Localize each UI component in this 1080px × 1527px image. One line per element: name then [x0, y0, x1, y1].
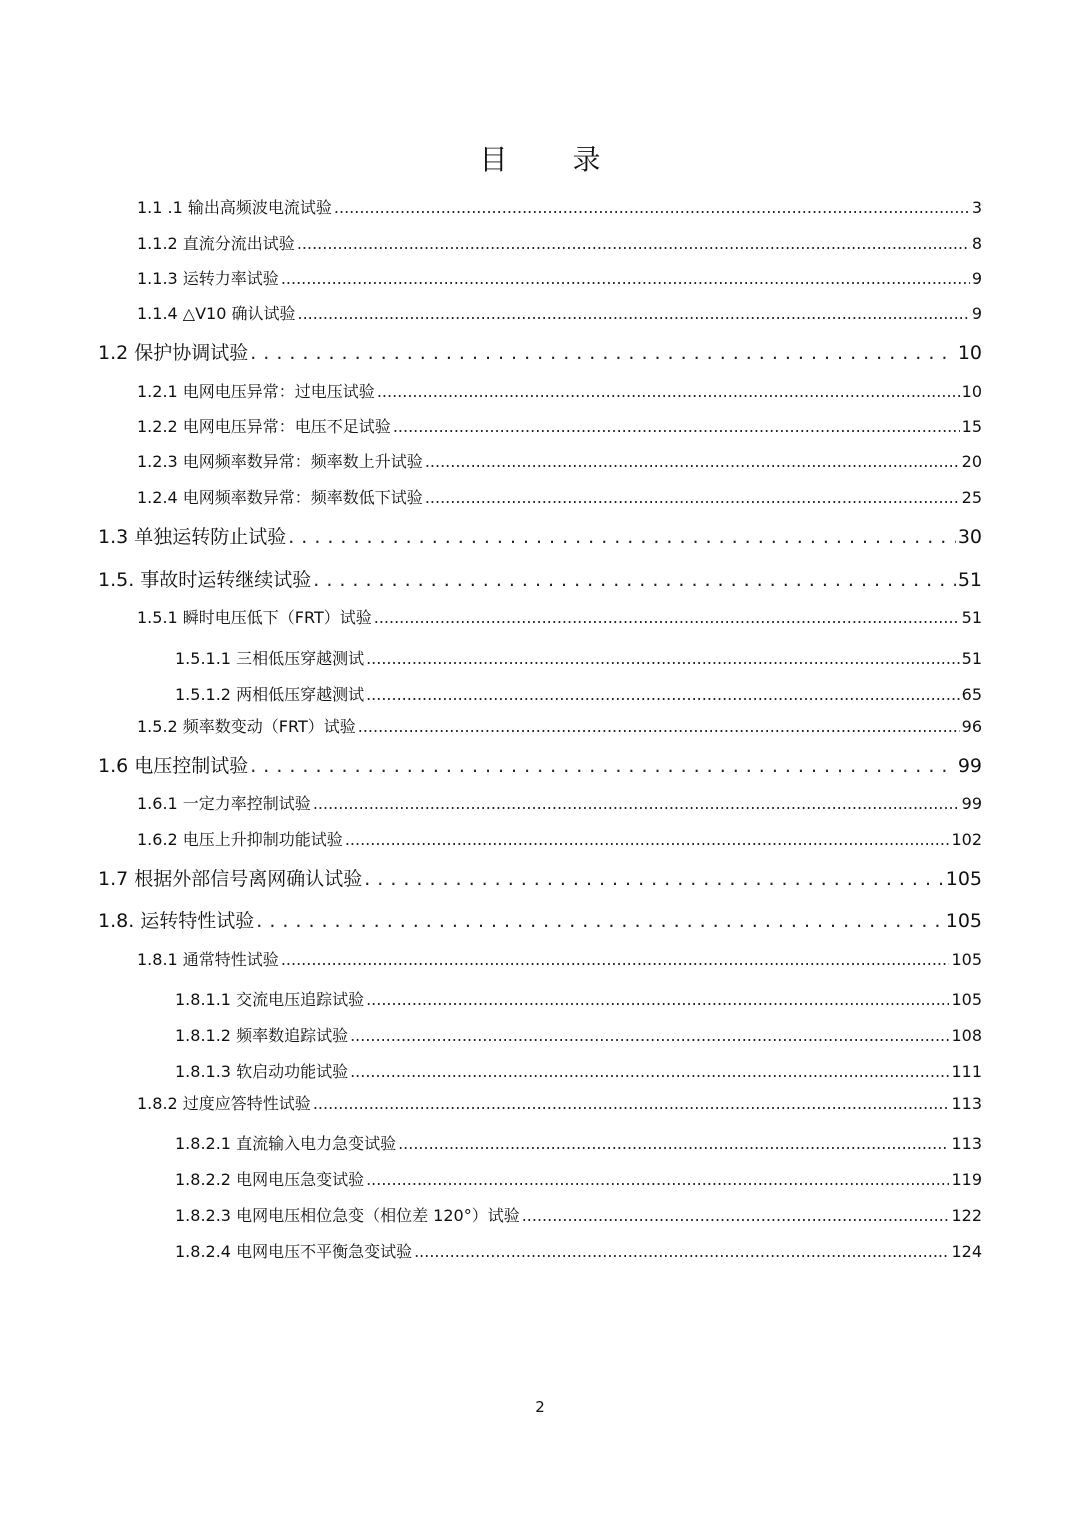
leader-dots	[250, 342, 956, 364]
toc-entry-label: 1.1 .1 输出高频波电流试验	[137, 198, 332, 217]
toc-entry[interactable]	[137, 1091, 982, 1114]
leader-dots	[366, 990, 949, 1009]
toc-title: 目 录	[479, 143, 629, 176]
toc-entry-page: 99	[957, 755, 982, 777]
toc-entry-label: 1.2.3 电网频率数异常：频率数上升试验	[137, 452, 423, 471]
leader-dots	[345, 830, 950, 849]
toc-entry-label: 1.6.2 电压上升抑制功能试验	[137, 830, 343, 849]
toc-entry[interactable]	[137, 266, 982, 289]
toc-entry-page: 25	[961, 488, 982, 507]
toc-entry[interactable]	[98, 338, 982, 365]
toc-entry-label: 1.3 单独运转防止试验	[98, 526, 287, 548]
toc-entry[interactable]	[175, 1167, 982, 1190]
toc-entry[interactable]	[137, 301, 982, 324]
toc-entry-label: 1.6 电压控制试验	[98, 755, 249, 777]
toc-entry-label: 1.7 根据外部信号离网确认试验	[98, 868, 363, 890]
leader-dots	[377, 382, 960, 401]
toc-entry-label: 1.6.1 一定力率控制试验	[137, 794, 311, 813]
toc-entry-page: 3	[971, 198, 982, 217]
leader-dots	[313, 569, 956, 591]
toc-entry[interactable]	[137, 605, 982, 628]
toc-entry-label: 1.5.2 频率数变动（FRT）试验	[137, 717, 356, 736]
toc-entry-page: 51	[961, 649, 982, 668]
leader-dots	[374, 608, 960, 627]
toc-entry[interactable]	[175, 1239, 982, 1262]
toc-entry[interactable]	[137, 827, 982, 850]
toc-entry-label: 1.1.3 运转力率试验	[137, 269, 279, 288]
leader-dots	[334, 198, 970, 217]
toc-entry-label: 1.2.1 电网电压异常：过电压试验	[137, 382, 375, 401]
toc-entry-page: 65	[961, 685, 982, 704]
leader-dots	[398, 1134, 949, 1153]
leader-dots	[366, 1170, 949, 1189]
toc-entry-label: 1.1.2 直流分流出试验	[137, 234, 295, 253]
toc-entry-label: 1.8. 运转特性试验	[98, 910, 255, 932]
leader-dots	[350, 1062, 949, 1081]
page-number: 2	[535, 1398, 545, 1416]
leader-dots	[313, 794, 960, 813]
toc-entry[interactable]	[137, 449, 982, 472]
toc-entry-label: 1.5.1.2 两相低压穿越测试	[175, 685, 365, 704]
toc-entry-page: 105	[951, 990, 982, 1009]
leader-dots	[313, 1094, 950, 1113]
leader-dots	[288, 526, 956, 548]
toc-entry[interactable]	[175, 1059, 982, 1082]
toc-entry-label: 1.2 保护协调试验	[98, 342, 249, 364]
toc-entry[interactable]	[137, 485, 982, 508]
toc-entry-label: 1.8.1.3 软启动功能试验	[175, 1062, 349, 1081]
toc-entry-page: 96	[961, 717, 982, 736]
toc-entry-page: 113	[951, 1094, 982, 1113]
leader-dots	[256, 910, 943, 932]
toc-entry[interactable]	[137, 947, 982, 970]
toc-entry-label: 1.8.2 过度应答特性试验	[137, 1094, 311, 1113]
toc-entry-page: 105	[945, 868, 982, 890]
toc-entry-page: 20	[961, 452, 982, 471]
toc-entry-page: 30	[957, 526, 982, 548]
leader-dots	[425, 452, 960, 471]
leader-dots	[297, 234, 970, 253]
toc-entry-label: 1.2.4 电网频率数异常：频率数低下试验	[137, 488, 423, 507]
toc-entry[interactable]	[137, 791, 982, 814]
leader-dots	[358, 717, 960, 736]
toc-entry-label: 1.1.4 △V10 确认试验	[137, 304, 296, 323]
toc-entry-page: 102	[951, 830, 982, 849]
toc-entry[interactable]	[175, 646, 982, 669]
toc-entry[interactable]	[98, 565, 982, 592]
toc-entry[interactable]	[175, 682, 982, 705]
toc-entry-label: 1.8.2.4 电网电压不平衡急变试验	[175, 1242, 413, 1261]
leader-dots	[414, 1242, 949, 1261]
toc-entry-page: 99	[961, 794, 982, 813]
toc-entry[interactable]	[137, 714, 982, 737]
toc-entry-label: 1.8.2.3 电网电压相位急变（相位差 120°）试验	[175, 1206, 520, 1225]
leader-dots	[522, 1206, 950, 1225]
toc-entry[interactable]	[137, 195, 982, 218]
leader-dots	[425, 488, 960, 507]
toc-entry-page: 119	[951, 1170, 982, 1189]
leader-dots	[250, 755, 956, 777]
toc-entry[interactable]	[175, 987, 982, 1010]
toc-entry[interactable]	[137, 379, 982, 402]
toc-entry-page: 10	[957, 342, 982, 364]
toc-entry[interactable]	[175, 1131, 982, 1154]
leader-dots	[366, 649, 960, 668]
leader-dots	[393, 417, 960, 436]
toc-entry[interactable]	[175, 1023, 982, 1046]
toc-entry-label: 1.8.2.2 电网电压急变试验	[175, 1170, 365, 1189]
leader-dots	[366, 685, 960, 704]
toc-entry-page: 111	[951, 1062, 982, 1081]
toc-entry-label: 1.2.2 电网电压异常：电压不足试验	[137, 417, 391, 436]
leader-dots	[350, 1026, 949, 1045]
leader-dots	[281, 269, 970, 288]
toc-entry-label: 1.8.1.1 交流电压追踪试验	[175, 990, 365, 1009]
toc-entry-page: 105	[945, 910, 982, 932]
toc-entry[interactable]	[137, 414, 982, 437]
toc-entry[interactable]	[98, 906, 982, 933]
toc-entry-label: 1.8.2.1 直流输入电力急变试验	[175, 1134, 397, 1153]
toc-entry-page: 15	[961, 417, 982, 436]
toc-entry-page: 10	[961, 382, 982, 401]
toc-entry[interactable]	[98, 522, 982, 549]
toc-entry-page: 51	[961, 608, 982, 627]
toc-entry-label: 1.5.1 瞬时电压低下（FRT）试验	[137, 608, 372, 627]
toc-entry[interactable]	[98, 864, 982, 891]
toc-entry-page: 108	[951, 1026, 982, 1045]
toc-entry-page: 124	[951, 1242, 982, 1261]
toc-entry-label: 1.5.1.1 三相低压穿越测试	[175, 649, 365, 668]
toc-entry-page: 9	[971, 304, 982, 323]
toc-entry-page: 8	[971, 234, 982, 253]
toc-entry-page: 9	[971, 269, 982, 288]
toc-entry-page: 122	[951, 1206, 982, 1225]
toc-entry-label: 1.5. 事故时运转继续试验	[98, 569, 312, 591]
toc-entry[interactable]	[98, 751, 982, 778]
toc-entry-page: 113	[951, 1134, 982, 1153]
toc-entry-page: 51	[957, 569, 982, 591]
leader-dots	[281, 950, 950, 969]
toc-entry-label: 1.8.1.2 频率数追踪试验	[175, 1026, 349, 1045]
leader-dots	[364, 868, 943, 890]
toc-entry[interactable]	[175, 1203, 982, 1226]
toc-entry-label: 1.8.1 通常特性试验	[137, 950, 279, 969]
toc-entry-page: 105	[951, 950, 982, 969]
toc-entry[interactable]	[137, 231, 982, 254]
leader-dots	[298, 304, 970, 323]
